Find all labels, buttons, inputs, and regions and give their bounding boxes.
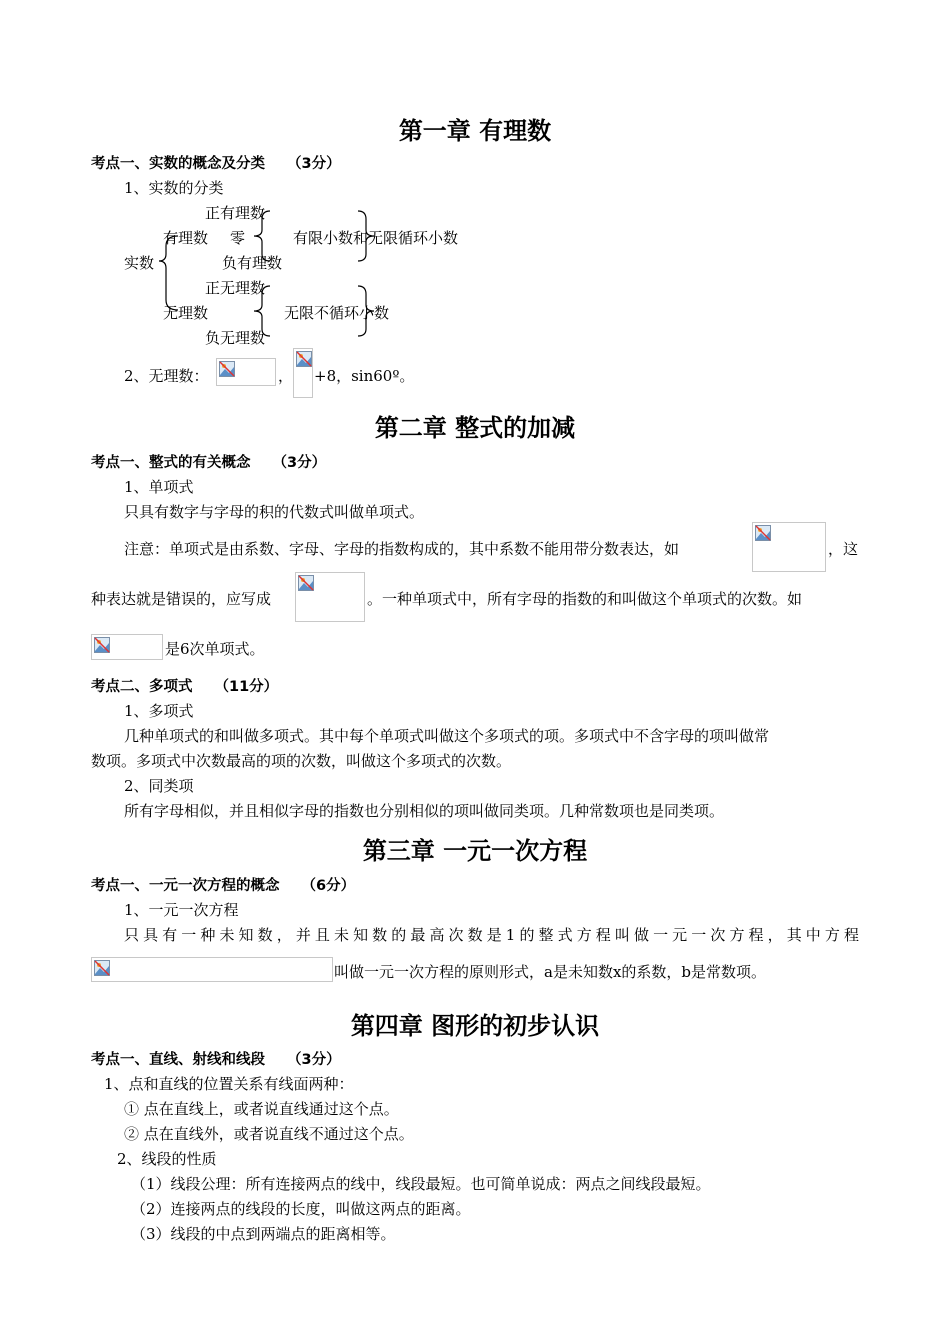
score-label: （3分） xyxy=(287,1052,341,1068)
list-item: ① 点在直线上，或者说直线通过这个点。 xyxy=(124,1100,399,1118)
broken-image-icon xyxy=(94,637,110,653)
paragraph: 数项。多项式中次数最高的项的次数，叫做这个多项式的次数。 xyxy=(91,752,512,770)
broken-image-icon xyxy=(94,960,110,976)
tree-node: 无限不循环小数 xyxy=(284,304,390,322)
brace-youlishu xyxy=(254,211,270,261)
paragraph: 几种单项式的和叫做多项式。其中每个单项式叫做这个多项式的项。多项式中不含字母的项叫做常 xyxy=(124,727,770,745)
paragraph: 只具有一种未知数，并且未知数的最高次数是1的整式方程叫做一元一次方程，其中方程 xyxy=(124,926,859,944)
formula-image xyxy=(295,572,365,622)
broken-image-icon xyxy=(298,575,314,591)
broken-image-icon xyxy=(219,361,235,377)
tree-node: 实数 xyxy=(124,254,155,272)
chapter-4-title: 第四章 图形的初步认识 xyxy=(350,1012,600,1040)
paragraph: 叫做一元一次方程的原则形式，a是未知数x的系数，b是常数项。 xyxy=(334,963,767,981)
kaodian-heading xyxy=(91,1048,341,1069)
formula-image xyxy=(91,957,333,982)
kaodian-text: 考点一、实数的概念及分类 xyxy=(91,156,265,172)
paragraph: 注意：单项式是由系数、字母、字母的指数构成的，其中系数不能用带分数表达，如 xyxy=(124,540,680,558)
tree-node: 无理数 xyxy=(163,304,209,322)
tree-node: 负无理数 xyxy=(205,329,266,347)
section-heading: 2、同类项 xyxy=(124,777,194,795)
section-heading: 1、实数的分类 xyxy=(124,179,224,197)
kaodian-text: 考点二、多项式 xyxy=(91,679,193,695)
list-item: （3）线段的中点到两端点的距离相等。 xyxy=(131,1225,396,1243)
score-label: （11分） xyxy=(214,679,279,695)
chapter-2-title: 第二章 整式的加减 xyxy=(374,414,576,442)
section-heading: 1、一元一次方程 xyxy=(124,901,239,919)
tree-node: 正无理数 xyxy=(205,279,266,297)
brace-youxian xyxy=(358,211,374,261)
formula-image xyxy=(293,348,313,398)
formula-image xyxy=(752,522,826,572)
section-heading: 1、点和直线的位置关系有线面两种： xyxy=(104,1075,354,1093)
kaodian-text: 考点一、直线、射线和线段 xyxy=(91,1052,265,1068)
brace-shishu xyxy=(159,236,178,310)
broken-image-icon xyxy=(296,351,312,367)
paragraph: 只具有数字与字母的积的代数式叫做单项式。 xyxy=(124,503,425,521)
brace-wuxian xyxy=(358,286,374,336)
kaodian-heading xyxy=(91,874,355,895)
score-label: （3分） xyxy=(272,455,327,471)
paragraph: 种表达就是错误的，应写成 xyxy=(91,590,272,608)
paragraph: ，这 xyxy=(828,540,859,558)
tree-node: 负有理数 xyxy=(222,254,283,272)
list-item: （2）连接两点的线段的长度，叫做这两点的距离。 xyxy=(131,1200,471,1218)
formula-image xyxy=(91,634,163,660)
brace-wulishu xyxy=(254,286,270,336)
section-heading: 1、多项式 xyxy=(124,702,194,720)
score-label: （6分） xyxy=(301,878,356,894)
classification-braces xyxy=(0,0,950,400)
kaodian-text: 考点一、整式的有关概念 xyxy=(91,455,251,471)
paragraph: 。一种单项式中，所有字母的指数的和叫做这个单项式的次数。如 xyxy=(367,590,803,608)
paragraph: 所有字母相似，并且相似字母的指数也分别相似的项叫做同类项。几种常数项也是同类项。 xyxy=(124,802,725,820)
irrational-examples-tail: +8，sin60º。 xyxy=(314,367,415,385)
tree-node: 有理数 xyxy=(163,229,209,247)
list-item: ② 点在直线外，或者说直线不通过这个点。 xyxy=(124,1125,414,1143)
formula-image xyxy=(216,358,276,386)
broken-image-icon xyxy=(755,525,771,541)
tree-node: 零 xyxy=(230,229,246,247)
chapter-3-title: 第三章 一元一次方程 xyxy=(362,837,588,865)
tree-node: 正有理数 xyxy=(205,204,266,222)
chapter-1-title: 第一章 有理数 xyxy=(398,117,552,145)
kaodian-heading xyxy=(91,675,278,696)
section-heading: 1、单项式 xyxy=(124,478,194,496)
separator: ， xyxy=(278,367,294,385)
kaodian-text: 考点一、一元一次方程的概念 xyxy=(91,878,280,894)
score-label: （3分） xyxy=(287,156,341,172)
tree-node: 有限小数和无限循环小数 xyxy=(293,229,459,247)
kaodian-heading xyxy=(91,451,326,472)
section-heading: 2、线段的性质 xyxy=(117,1150,217,1168)
paragraph: 是6次单项式。 xyxy=(165,640,265,658)
list-item: （1）线段公理：所有连接两点的线中，线段最短。也可简单说成：两点之间线段最短。 xyxy=(131,1175,711,1193)
irrational-examples-label: 2、无理数： xyxy=(124,367,209,385)
